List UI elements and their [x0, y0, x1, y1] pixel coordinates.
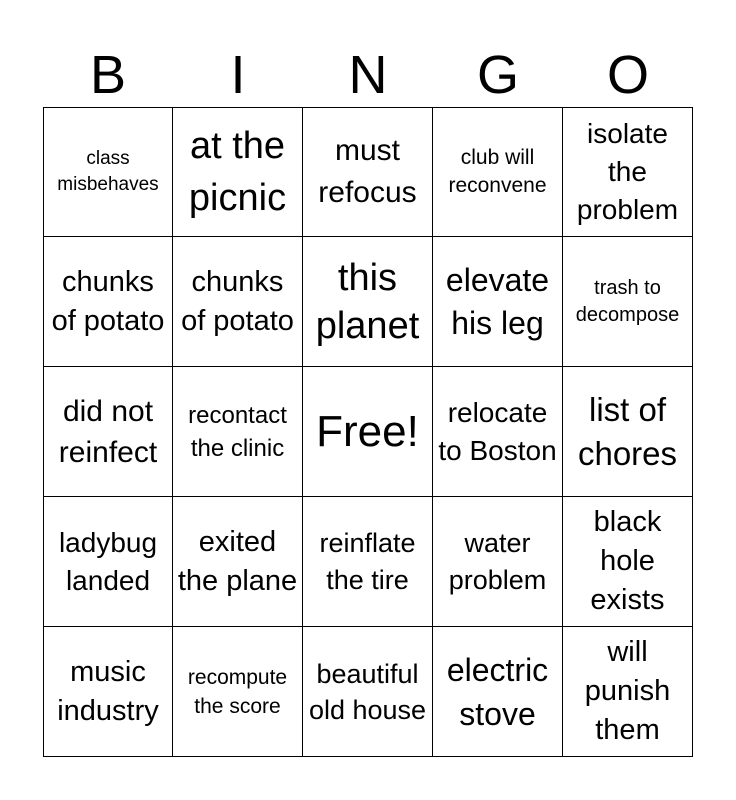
- bingo-cell[interactable]: [563, 237, 693, 367]
- bingo-cell[interactable]: [303, 627, 433, 757]
- cell-text: water problem: [448, 527, 547, 595]
- bingo-cell[interactable]: [563, 497, 693, 627]
- bingo-cell[interactable]: [433, 497, 563, 627]
- bingo-cell[interactable]: [433, 237, 563, 367]
- bingo-cell[interactable]: [563, 107, 693, 237]
- bingo-cell[interactable]: [173, 627, 303, 757]
- bingo-cell[interactable]: [43, 627, 173, 757]
- bingo-cell[interactable]: [173, 497, 303, 627]
- bingo-cell[interactable]: [43, 497, 173, 627]
- cell-text: trash to decompose: [575, 276, 680, 326]
- cell-text: isolate the problem: [576, 118, 679, 225]
- bingo-cell[interactable]: [433, 367, 563, 497]
- header-letter-i: I: [230, 45, 246, 105]
- cell-text: chunks of potato: [51, 265, 165, 337]
- header-letter-b: B: [89, 45, 127, 105]
- cell-text: music industry: [57, 655, 159, 727]
- bingo-cell[interactable]: [43, 367, 173, 497]
- bingo-cell[interactable]: [433, 627, 563, 757]
- header-letter-o: O: [606, 45, 649, 105]
- bingo-cell[interactable]: [43, 237, 173, 367]
- free-space-text: Free!: [316, 406, 419, 456]
- cell-text: black hole exists: [590, 506, 665, 616]
- cell-text: will punish them: [584, 636, 671, 746]
- cell-text: at the picnic: [188, 125, 287, 219]
- cell-text: chunks of potato: [181, 265, 294, 337]
- cell-text: ladybug landed: [58, 526, 158, 596]
- cell-text: reinflate the tire: [319, 527, 416, 595]
- cell-text: beautiful old house: [308, 658, 427, 725]
- cell-text: recompute the score: [187, 665, 288, 718]
- cell-text: must refocus: [318, 134, 417, 209]
- bingo-cell[interactable]: [303, 237, 433, 367]
- cell-text: this planet: [315, 256, 420, 347]
- bingo-cell[interactable]: [563, 367, 693, 497]
- cell-text: did not reinfect: [58, 394, 158, 469]
- cell-text: elevate his leg: [445, 261, 550, 341]
- bingo-header: [43, 44, 693, 106]
- cell-text: electric stove: [446, 651, 549, 732]
- bingo-cell[interactable]: [433, 107, 563, 237]
- bingo-cell[interactable]: [173, 367, 303, 497]
- cell-text: recontact the clinic: [188, 401, 287, 462]
- cell-text: list of chores: [577, 390, 678, 472]
- bingo-cell[interactable]: [563, 627, 693, 757]
- header-letter-n: N: [348, 45, 388, 105]
- cell-text: club will reconvene: [448, 146, 547, 197]
- bingo-cell[interactable]: [303, 497, 433, 627]
- bingo-cell[interactable]: [43, 107, 173, 237]
- cell-text: exited the plane: [177, 525, 298, 597]
- bingo-cell[interactable]: [173, 107, 303, 237]
- cell-text: class misbehaves: [57, 148, 159, 195]
- cell-text: relocate to Boston: [438, 396, 557, 466]
- bingo-cell[interactable]: [173, 237, 303, 367]
- bingo-cell-free[interactable]: [303, 367, 433, 497]
- header-letter-g: G: [476, 45, 519, 105]
- bingo-cell[interactable]: [303, 107, 433, 237]
- bingo-card: [43, 107, 693, 757]
